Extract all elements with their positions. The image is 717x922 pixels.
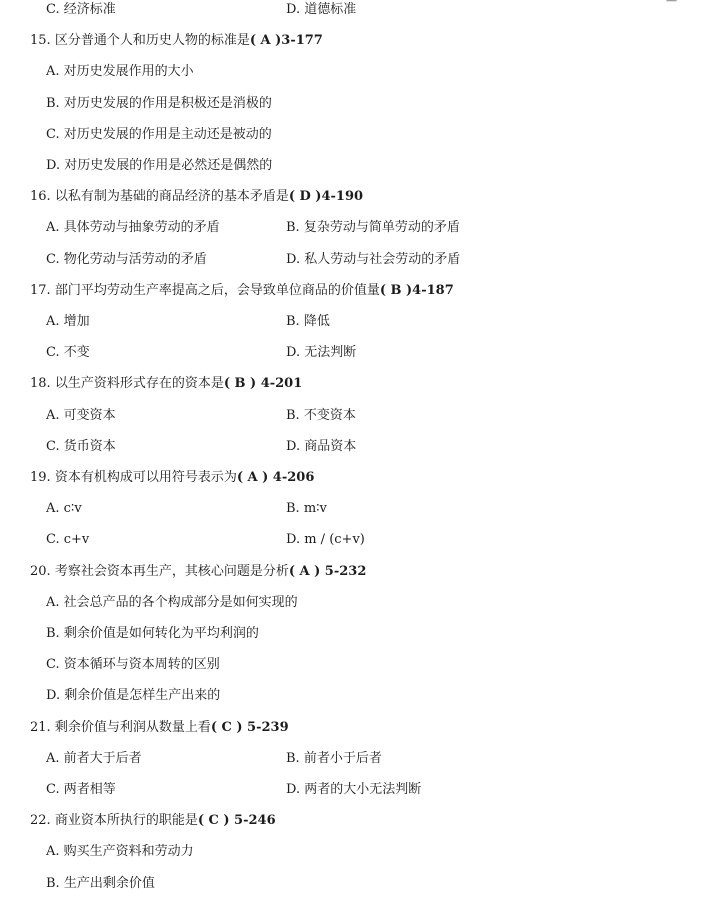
option-left: C. c+v	[46, 532, 90, 548]
question-text	[30, 466, 314, 490]
option-line	[0, 60, 717, 84]
option-line	[0, 123, 717, 147]
question-text	[30, 716, 289, 740]
option-text: D. 对历史发展的作用是必然还是偶然的	[46, 158, 273, 173]
question-text	[30, 279, 454, 303]
option-pair-line	[0, 310, 717, 334]
option-text: A. 购买生产资料和劳动力	[46, 844, 194, 860]
question-line	[0, 466, 717, 490]
question-number: 15.	[30, 33, 55, 49]
answer-key: ( A )3-177	[249, 33, 323, 49]
option-text: B. 对历史发展的作用是积极还是消极的	[46, 95, 272, 111]
question-number: 20.	[30, 563, 55, 579]
question-line	[0, 279, 717, 303]
question-stem: 以私有制为基础的商品经济的基本矛盾是	[54, 189, 289, 205]
question-stem: 考察社会资本再生产，其核心问题是分析	[54, 563, 289, 579]
option-right: B. 前者小于后者	[286, 750, 382, 766]
answer-key: ( A ) 5-232	[288, 563, 367, 579]
option-right: D. m / (c+v)	[286, 532, 365, 548]
option-pair-line	[0, 0, 717, 22]
answer-key: ( C ) 5-239	[210, 719, 289, 735]
question-number: 16.	[30, 189, 55, 205]
option-pair-line	[0, 404, 717, 428]
question-number: 17.	[30, 282, 55, 298]
question-text	[30, 560, 366, 584]
option-right: B. 不变资本	[286, 407, 356, 423]
question-stem: 商业资本所执行的职能是	[54, 813, 198, 829]
question-stem: 以生产资料形式存在的资本是	[54, 376, 224, 392]
answer-key: ( A ) 4-206	[236, 470, 315, 485]
question-number: 19.	[30, 470, 55, 485]
question-number: 21.	[30, 719, 55, 735]
option-text: A. 社会总产品的各个构成部分是如何实现的	[46, 594, 298, 610]
question-line	[0, 716, 717, 740]
question-text	[30, 29, 323, 53]
question-line	[0, 560, 717, 584]
option-text: C. 资本循环与资本周转的区别	[46, 657, 220, 673]
option-left: C. 货币资本	[46, 438, 116, 454]
option-text: A. 对历史发展作用的大小	[46, 64, 194, 80]
question-text	[30, 809, 276, 833]
option-right: B. 降低	[286, 314, 330, 329]
answer-key: ( B )4-187	[379, 282, 454, 298]
question-number: 18.	[30, 376, 55, 392]
question-line	[0, 185, 717, 209]
answer-key: ( C ) 5-246	[197, 813, 276, 829]
question-line	[0, 809, 717, 833]
answer-key: ( B ) 4-201	[223, 376, 303, 392]
option-pair-line	[0, 216, 717, 240]
option-left: A. c∶v	[46, 501, 82, 517]
option-text: B. 剩余价值是如何转化为平均利润的	[46, 626, 259, 641]
option-pair-line	[0, 435, 717, 459]
option-line	[0, 92, 717, 116]
question-text	[30, 372, 302, 396]
question-stem: 剩余价值与利润从数量上看	[54, 719, 211, 735]
option-line	[0, 653, 717, 677]
option-right: D. 私人劳动与社会劳动的矛盾	[286, 251, 461, 267]
option-line	[0, 622, 717, 646]
question-line	[0, 372, 717, 396]
option-pair-line	[0, 341, 717, 365]
option-left: C. 经济标准	[46, 2, 116, 17]
option-pair-line	[0, 528, 717, 552]
option-left: C. 物化劳动与活劳动的矛盾	[46, 251, 207, 267]
option-text: D. 剩余价值是怎样生产出来的	[46, 688, 221, 704]
option-left: A. 前者大于后者	[46, 750, 142, 766]
option-pair-line	[0, 747, 717, 771]
option-pair-line	[0, 778, 717, 802]
question-text	[30, 185, 363, 209]
question-stem: 资本有机构成可以用符号表示为	[54, 470, 237, 485]
option-line	[0, 840, 717, 864]
option-right: D. 无法判断	[286, 345, 357, 361]
option-right: B. m∶v	[286, 501, 327, 517]
option-left: C. 不变	[46, 345, 90, 361]
option-line	[0, 154, 717, 178]
option-line	[0, 591, 717, 615]
header-fragment: —	[666, 0, 677, 7]
option-pair-line	[0, 497, 717, 521]
question-line	[0, 29, 717, 53]
question-stem: 区分普通个人和历史人物的标准是	[54, 33, 250, 49]
question-number: 22.	[30, 813, 55, 829]
option-right: D. 两者的大小无法判断	[286, 782, 422, 797]
option-left: A. 具体劳动与抽象劳动的矛盾	[46, 220, 220, 236]
option-pair-line	[0, 248, 717, 272]
option-text: B. 生产出剩余价值	[46, 875, 155, 891]
option-left: A. 增加	[46, 314, 90, 329]
option-line	[0, 684, 717, 708]
option-left: A. 可变资本	[46, 407, 116, 423]
option-line	[0, 872, 717, 896]
option-right: D. 道德标准	[286, 2, 357, 17]
option-text: C. 对历史发展的作用是主动还是被动的	[46, 126, 272, 142]
option-left: C. 两者相等	[46, 782, 116, 797]
option-right: B. 复杂劳动与简单劳动的矛盾	[286, 220, 460, 236]
question-stem: 部门平均劳动生产率提高之后，会导致单位商品的价值量	[54, 282, 380, 298]
answer-key: ( D )4-190	[288, 189, 364, 205]
option-right: D. 商品资本	[286, 438, 357, 454]
